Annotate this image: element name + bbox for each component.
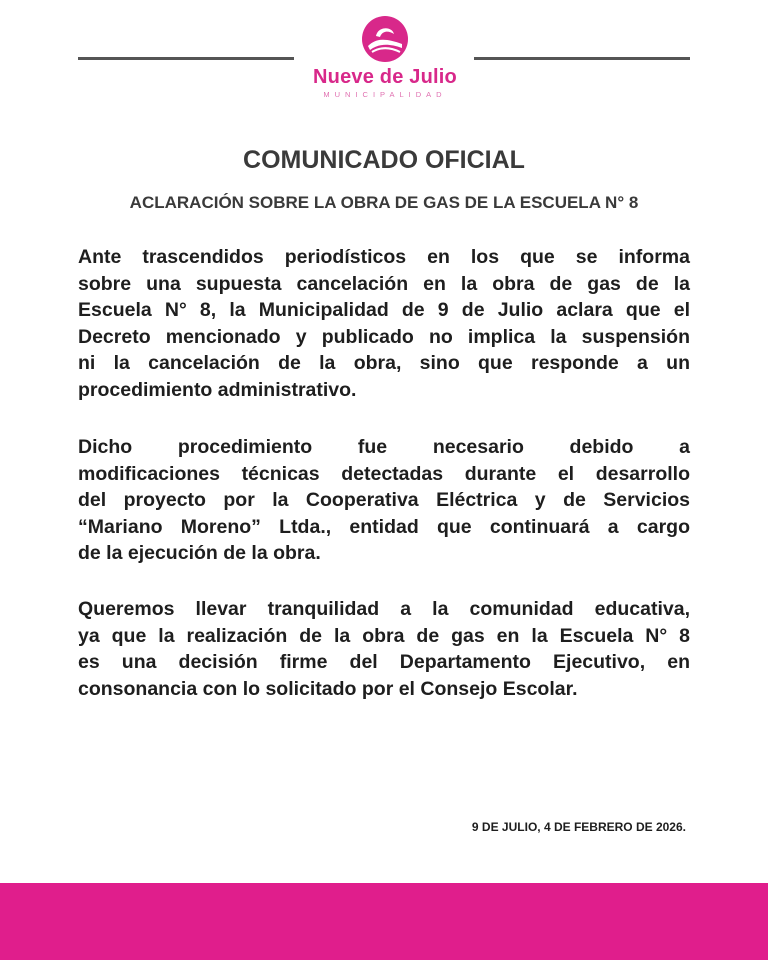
- logo-emblem-icon: [362, 16, 408, 62]
- text-line: Queremos llevar tranquilidad a la comunidad educativa,: [78, 598, 690, 620]
- paragraph-1: [78, 244, 690, 403]
- date-line: 9 DE JULIO, 4 DE FEBRERO DE 2026.: [471, 820, 686, 834]
- header-rule-right: [474, 57, 690, 60]
- text-line: procedimiento administrativo.: [78, 378, 357, 401]
- text-line: es una decisión firme del Departamento Ejecutivo, en: [78, 651, 690, 673]
- text-line: Decreto mencionado y publicado no implica la suspensión: [78, 325, 690, 348]
- text-line: del proyecto por la Cooperativa Eléctrica y de Servicios: [78, 489, 690, 511]
- text-line: sobre una supuesta cancelación en la obra de gas de la: [78, 272, 690, 295]
- text-line: consonancia con lo solicitado por el Consejo Escolar.: [78, 677, 578, 700]
- logo-name: Nueve de Julio: [313, 66, 457, 88]
- paragraph-2: [78, 434, 690, 567]
- text-line: “Mariano Moreno” Ltda., entidad que continuará a cargo: [78, 515, 690, 538]
- text-line: ya que la realización de la obra de gas en la Escuela N° 8: [78, 624, 690, 647]
- text-line: Escuela N° 8, la Municipalidad de 9 de Julio aclara que el: [78, 299, 690, 321]
- text-line: de la ejecución de la obra.: [78, 542, 321, 564]
- page-subtitle: ACLARACIÓN SOBRE LA OBRA DE GAS DE LA ESCUELA N° 8: [129, 193, 639, 212]
- text-line: modificaciones técnicas detectadas durante el desarrollo: [78, 462, 690, 485]
- page-title: COMUNICADO OFICIAL: [243, 146, 525, 174]
- text-line: ni la cancelación de la obra, sino que responde a un: [78, 352, 690, 374]
- text-line: Dicho procedimiento fue necesario debido a: [78, 436, 690, 458]
- header-rule-left: [78, 57, 294, 60]
- logo-subtitle: MUNICIPALIDAD: [323, 90, 447, 99]
- text-line: Ante trascendidos periodísticos en los que se informa: [78, 246, 690, 268]
- footer-band: [0, 883, 768, 960]
- paragraph-3: [78, 596, 690, 702]
- municipality-logo: [290, 16, 480, 99]
